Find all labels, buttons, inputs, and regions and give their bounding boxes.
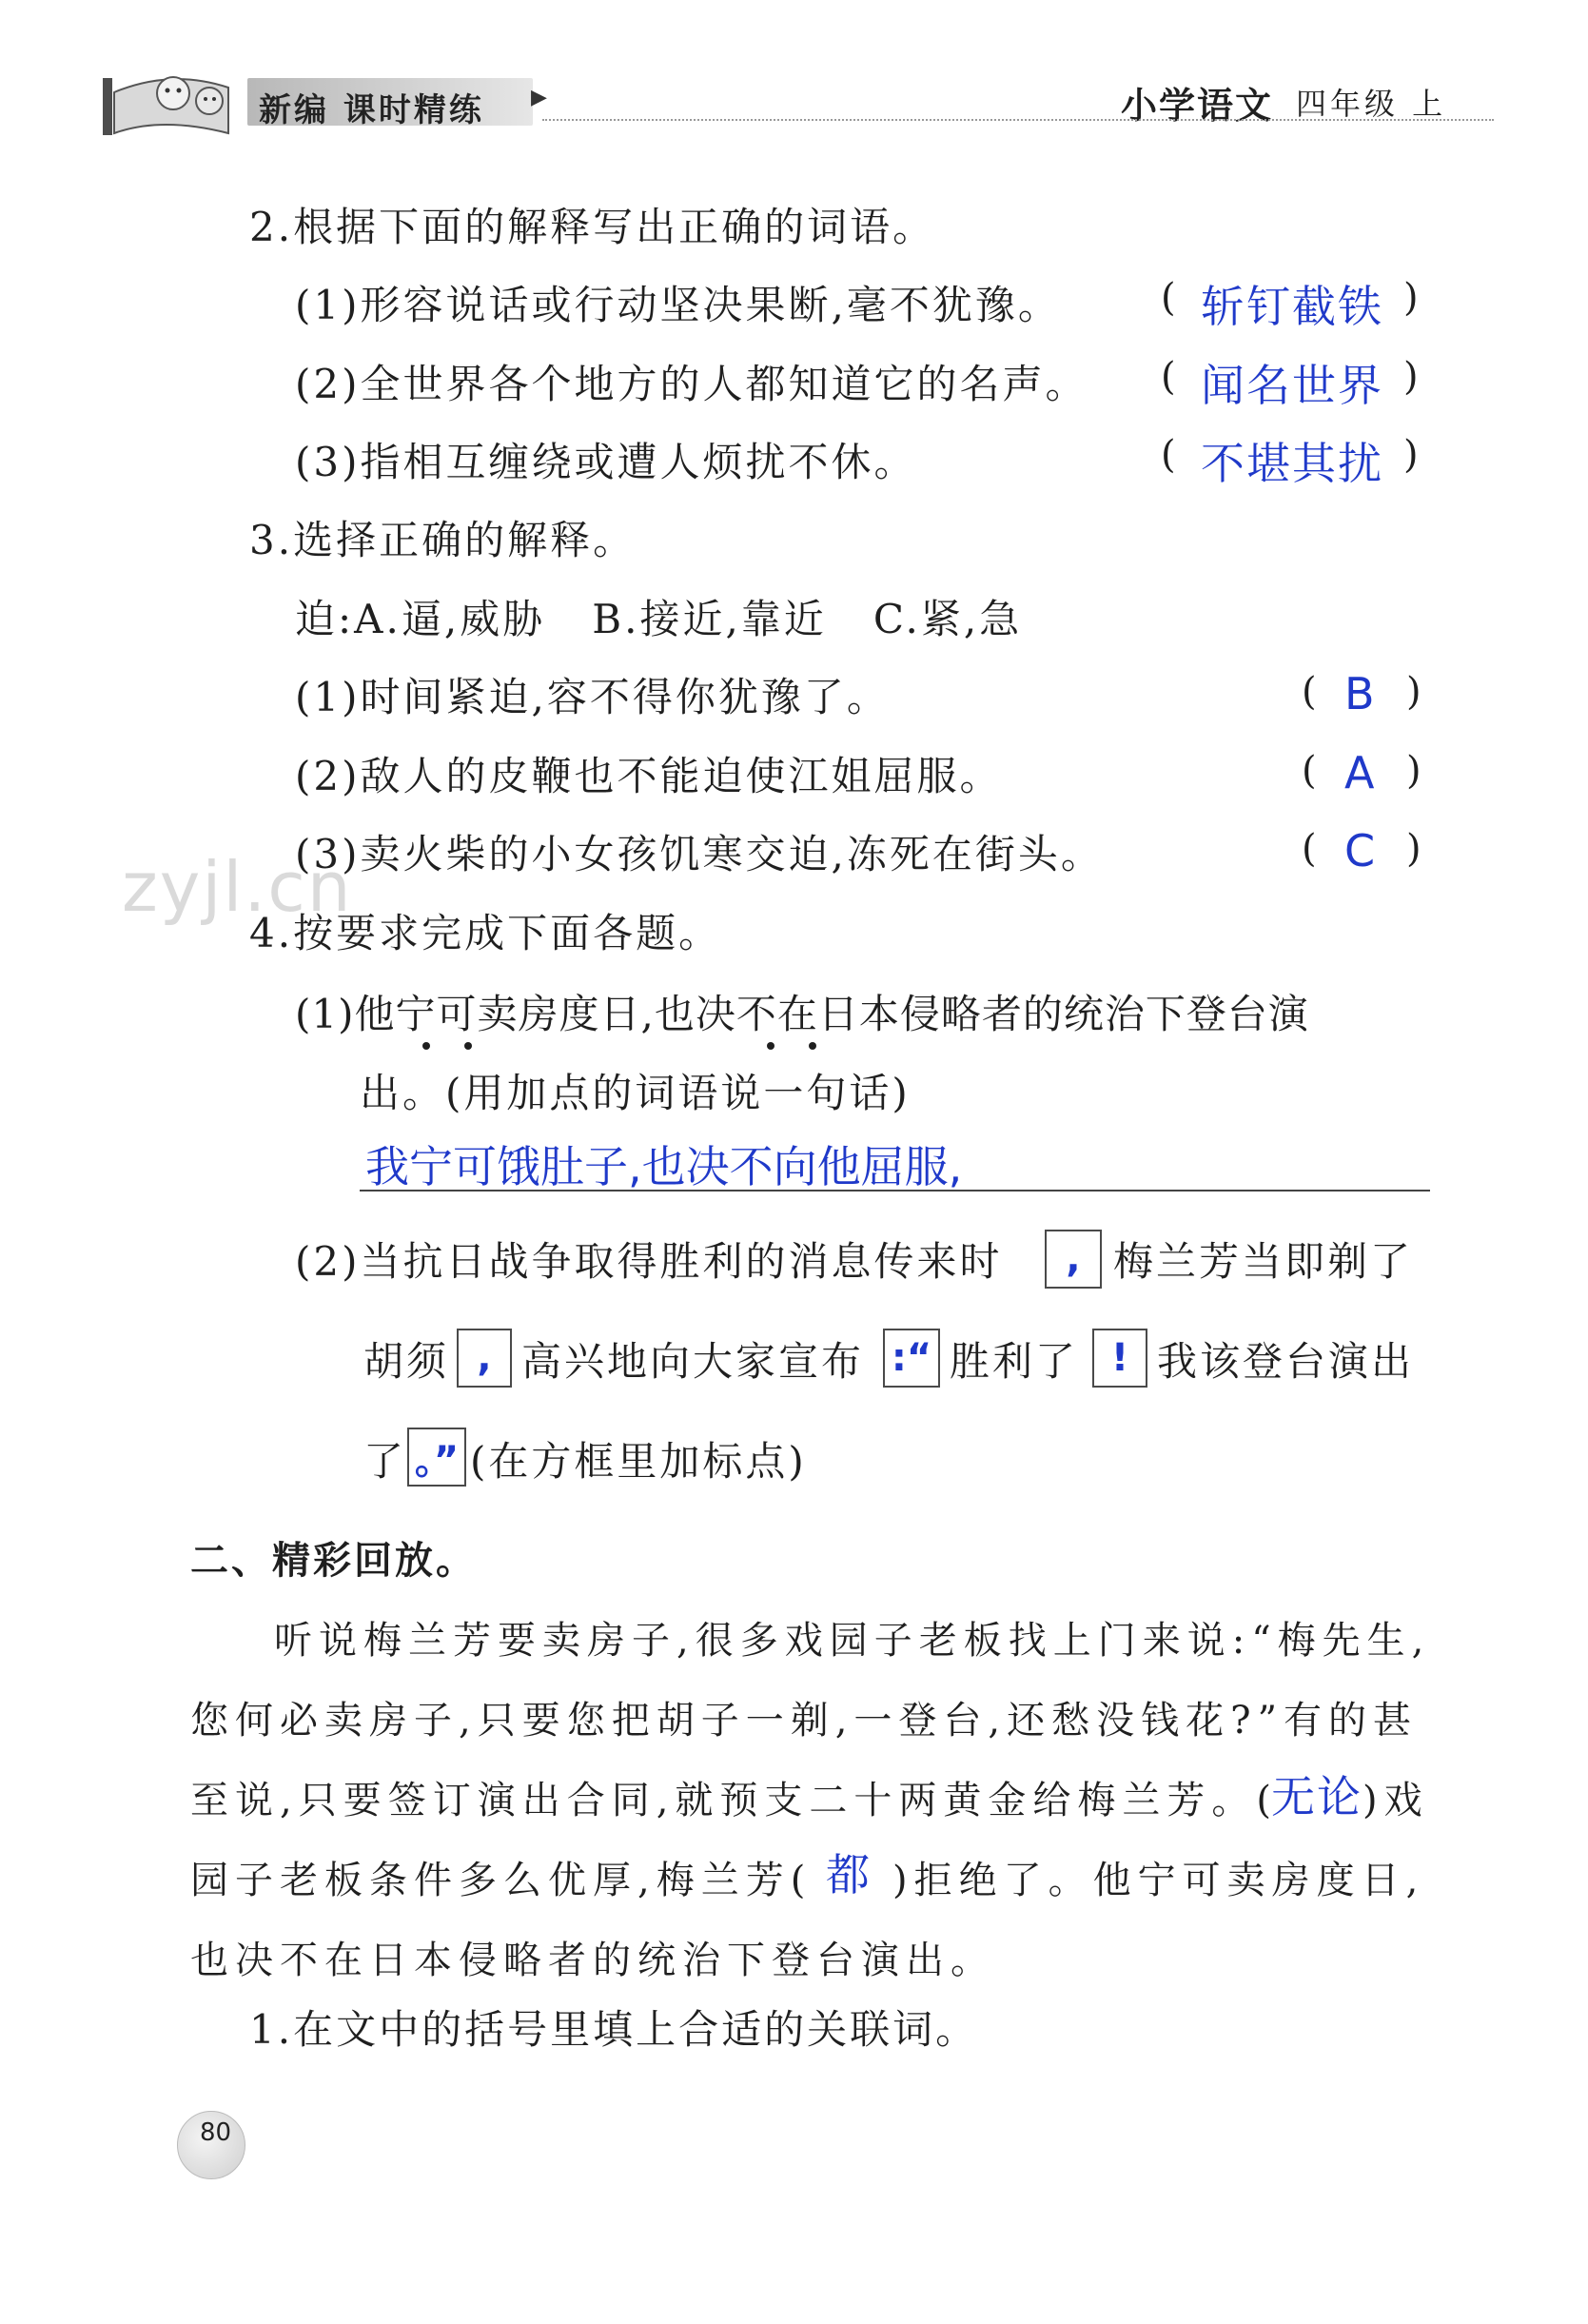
header-banner bbox=[95, 67, 547, 133]
q4-item2-line2c: 胜利了 bbox=[950, 1338, 1079, 1385]
q4-item1-line2: 出。(用加点的词语说一句话) bbox=[360, 1070, 911, 1116]
q4-item2-line1b: 梅兰芳当即剃了 bbox=[1113, 1238, 1414, 1285]
q3-answer-3-close-paren: ) bbox=[1406, 827, 1421, 871]
emphasis-dot bbox=[464, 1042, 472, 1050]
header-divider bbox=[542, 119, 1494, 121]
subject-label: 小学语文 bbox=[1121, 85, 1274, 127]
watermark: zyjl.cn bbox=[122, 847, 353, 927]
q2-answer-3: 不堪其扰 bbox=[1201, 438, 1383, 489]
q2-title: 2.根据下面的解释写出正确的词语。 bbox=[249, 204, 936, 250]
q2-item-2: (2)全世界各个地方的人都知道它的名声。 bbox=[295, 361, 1088, 407]
punctuation-box[interactable] bbox=[457, 1329, 512, 1388]
q2-item-3: (3)指相互缠绕或遭人烦扰不休。 bbox=[295, 439, 917, 485]
passage-line-1: 听说梅兰芳要卖房子,很多戏园子老板找上门来说:“梅先生, bbox=[274, 1619, 1431, 1663]
q4-item2-line2a: 胡须 bbox=[363, 1338, 450, 1385]
q3-answer-1-close-paren: ) bbox=[1406, 670, 1421, 714]
answer-line bbox=[360, 1190, 1430, 1192]
punctuation-box[interactable] bbox=[1092, 1329, 1147, 1388]
punctuation-mark: 。” bbox=[414, 1438, 460, 1483]
passage-line-4: 园子老板条件多么优厚,梅兰芳( bbox=[190, 1859, 813, 1902]
emphasis-dot bbox=[422, 1042, 430, 1050]
q3-answer-1-open-paren: ( bbox=[1302, 670, 1317, 714]
q3-answer-2-close-paren: ) bbox=[1406, 749, 1421, 793]
q3-answer-3: C bbox=[1344, 825, 1378, 876]
play-triangle-icon: ▶ bbox=[531, 86, 547, 109]
punctuation-box[interactable] bbox=[407, 1428, 466, 1487]
q3-answer-2-open-paren: ( bbox=[1302, 749, 1317, 793]
q4-item2-line3b: (在方框里加标点) bbox=[470, 1438, 807, 1485]
page-number: 80 bbox=[200, 2118, 232, 2147]
punctuation-box[interactable] bbox=[1045, 1230, 1102, 1289]
punctuation-mark: , bbox=[477, 1336, 492, 1380]
q3-title: 3.选择正确的解释。 bbox=[249, 517, 637, 563]
q2-answer-3-open-paren: ( bbox=[1161, 433, 1176, 477]
q3-answer-3-open-paren: ( bbox=[1302, 827, 1317, 871]
q4-item2-line3a: 了 bbox=[363, 1438, 407, 1485]
q3-answer-2: A bbox=[1344, 747, 1377, 798]
q3-item-2: (2)敌人的皮鞭也不能迫使江姐屈服。 bbox=[295, 753, 1003, 799]
series-title: 新编 课时精练 bbox=[259, 91, 484, 129]
q2-answer-1: 斩钉截铁 bbox=[1201, 281, 1383, 332]
q3-item-3: (3)卖火柴的小女孩饥寒交迫,冻死在街头。 bbox=[295, 831, 1104, 877]
emphasis-dot bbox=[767, 1042, 774, 1050]
passage-line-2: 您何必卖房子,只要您把胡子一剃,一登台,还愁没钱花?”有的甚 bbox=[190, 1699, 1419, 1743]
q4-item1-answer: 我宁可饿肚子,也决不向他屈服, bbox=[365, 1141, 963, 1192]
q2-answer-1-close-paren: ) bbox=[1403, 276, 1419, 320]
q2-answer-2: 闻名世界 bbox=[1201, 360, 1383, 411]
passage-line-3-tail: )戏 bbox=[1363, 1779, 1429, 1822]
q4-item1-line1: (1)他宁可卖房度日,也决不在日本侵略者的统治下登台演 bbox=[295, 991, 1309, 1037]
q3-item-1: (1)时间紧迫,容不得你犹豫了。 bbox=[295, 674, 890, 720]
q4-item2-line1a: (2)当抗日战争取得胜利的消息传来时 bbox=[295, 1238, 1003, 1285]
q2-answer-2-close-paren: ) bbox=[1403, 355, 1419, 399]
passage-answer-1: 无论 bbox=[1271, 1771, 1363, 1822]
q2-answer-3-close-paren: ) bbox=[1403, 433, 1419, 477]
book-mascot-icon bbox=[95, 59, 257, 135]
section2-q1: 1.在文中的括号里填上合适的关联词。 bbox=[249, 2006, 979, 2053]
q4-item2-line2d: 我该登台演出 bbox=[1157, 1338, 1415, 1385]
passage-answer-2: 都 bbox=[826, 1849, 872, 1901]
passage-line-5: 也决不在日本侵略者的统治下登台演出。 bbox=[190, 1939, 995, 1982]
punctuation-mark: ! bbox=[1110, 1336, 1129, 1380]
punctuation-mark: :“ bbox=[891, 1336, 932, 1380]
q2-item-1: (1)形容说话或行动坚决果断,毫不犹豫。 bbox=[295, 282, 1061, 328]
q3-answer-1: B bbox=[1344, 668, 1377, 719]
passage-line-4-tail: )拒绝了。他宁可卖房度日, bbox=[892, 1859, 1425, 1902]
q2-answer-2-open-paren: ( bbox=[1161, 355, 1176, 399]
q4-title: 4.按要求完成下面各题。 bbox=[249, 910, 722, 956]
passage-line-3: 至说,只要签订演出合同,就预支二十两黄金给梅兰芳。( bbox=[190, 1779, 1279, 1822]
section2-title: 二、精彩回放。 bbox=[190, 1539, 477, 1583]
emphasis-dot bbox=[809, 1042, 816, 1050]
punctuation-mark: , bbox=[1066, 1237, 1081, 1281]
grade-label: 四年级 上 bbox=[1296, 86, 1447, 122]
q3-options: 迫:A.逼,威胁 B.接近,靠近 C.紧,急 bbox=[295, 596, 1023, 642]
q2-answer-1-open-paren: ( bbox=[1161, 276, 1176, 320]
q4-item2-line2b: 高兴地向大家宣布 bbox=[521, 1338, 865, 1385]
punctuation-box[interactable] bbox=[883, 1329, 940, 1388]
